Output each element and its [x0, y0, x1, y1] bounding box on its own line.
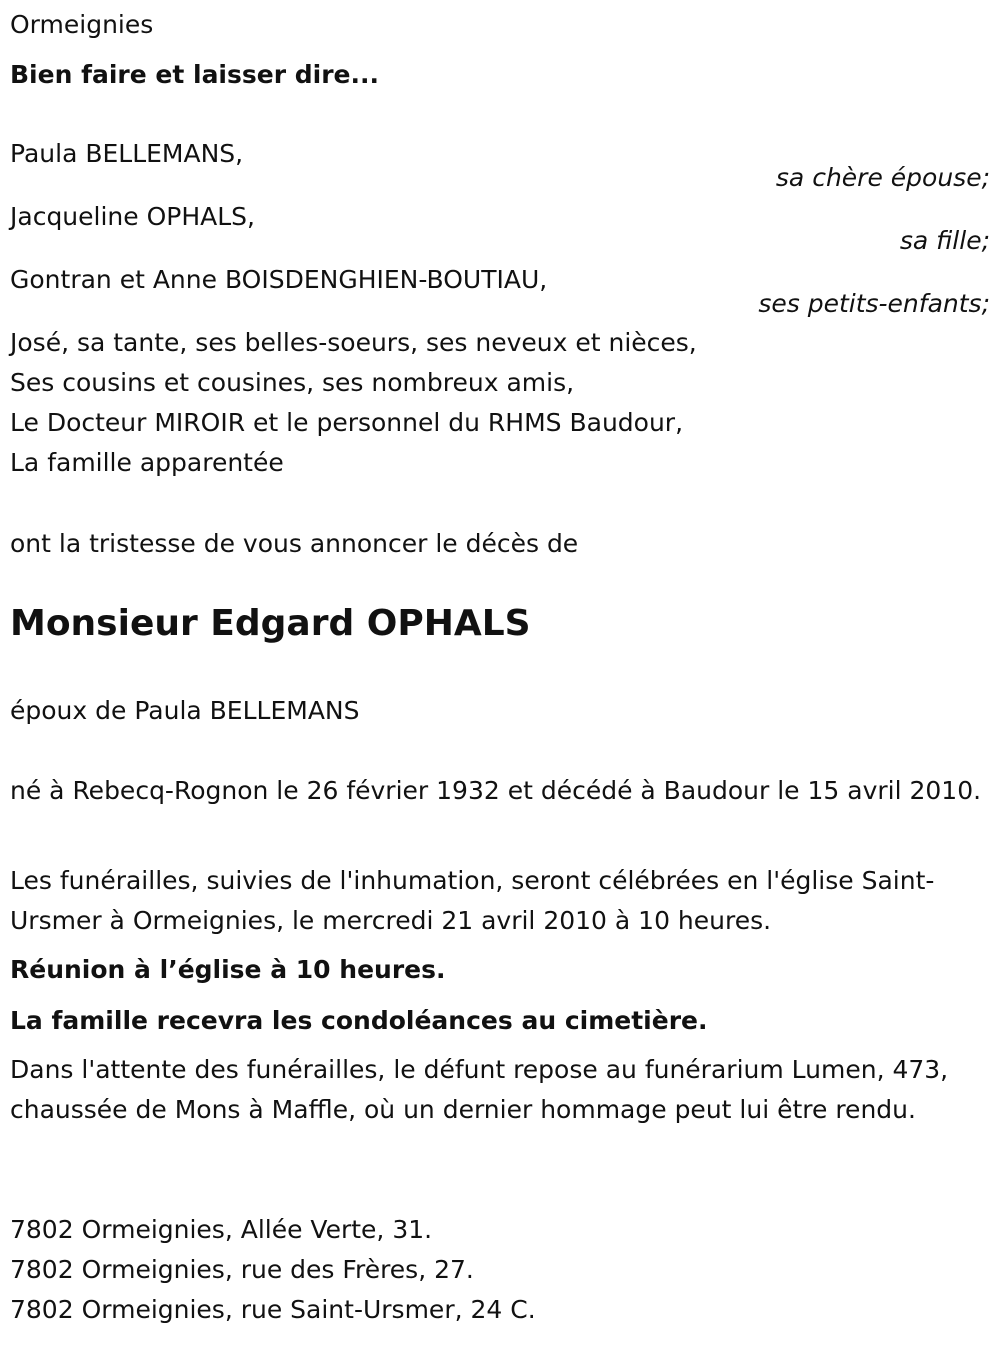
address-line: 7802 Ormeignies, rue Saint-Ursmer, 24 C.: [10, 1295, 536, 1324]
address-line: 7802 Ormeignies, Allée Verte, 31.: [10, 1215, 433, 1244]
obituary-notice: [10, 0, 990, 1345]
birth-death-text: né à Rebecq-Rognon le 26 février 1932 et décédé à Baudour le 15 avril 2010.: [10, 776, 982, 805]
visitation-text: Dans l'attente des funérailles, le défunt repose au funérarium Lumen, 473, chaussée de Mons à Maffle, où un dernier hommage peut lui être rendu.: [10, 1055, 949, 1124]
other-relatives-line: Ses cousins et cousines, ses nombreux amis,: [10, 368, 575, 397]
spouse-line: époux de Paula BELLEMANS: [10, 696, 360, 725]
funeral-details: Les funérailles, suivies de l'inhumation, seront célébrées en l'église Saint-Ursmer à Ormeignies, le mercredi 21 avril 2010 à 10 heures.: [10, 866, 935, 935]
other-relatives-line: La famille apparentée: [10, 448, 284, 477]
relative-relation: sa fille;: [899, 226, 990, 255]
relative-relation: sa chère épouse;: [775, 163, 990, 192]
relative-name: Paula BELLEMANS,: [10, 139, 244, 168]
announcement-text: ont la tristesse de vous annoncer le décès de: [10, 529, 579, 558]
town-name: Ormeignies: [10, 10, 154, 39]
address-line: 7802 Ormeignies, rue des Frères, 27.: [10, 1255, 474, 1284]
motto: Bien faire et laisser dire...: [10, 60, 379, 89]
relative-name: Gontran et Anne BOISDENGHIEN-BOUTIAU,: [10, 265, 548, 294]
condolences-notice: La famille recevra les condoléances au cimetière.: [10, 1006, 708, 1035]
other-relatives-line: Le Docteur MIROIR et le personnel du RHMS Baudour,: [10, 408, 684, 437]
meeting-notice: Réunion à l’église à 10 heures.: [10, 955, 446, 984]
relative-name: Jacqueline OPHALS,: [10, 202, 255, 231]
relative-relation: ses petits-enfants;: [758, 289, 990, 318]
deceased-name: Monsieur Edgard OPHALS: [10, 603, 531, 644]
other-relatives-line: José, sa tante, ses belles-soeurs, ses neveux et nièces,: [10, 328, 697, 357]
